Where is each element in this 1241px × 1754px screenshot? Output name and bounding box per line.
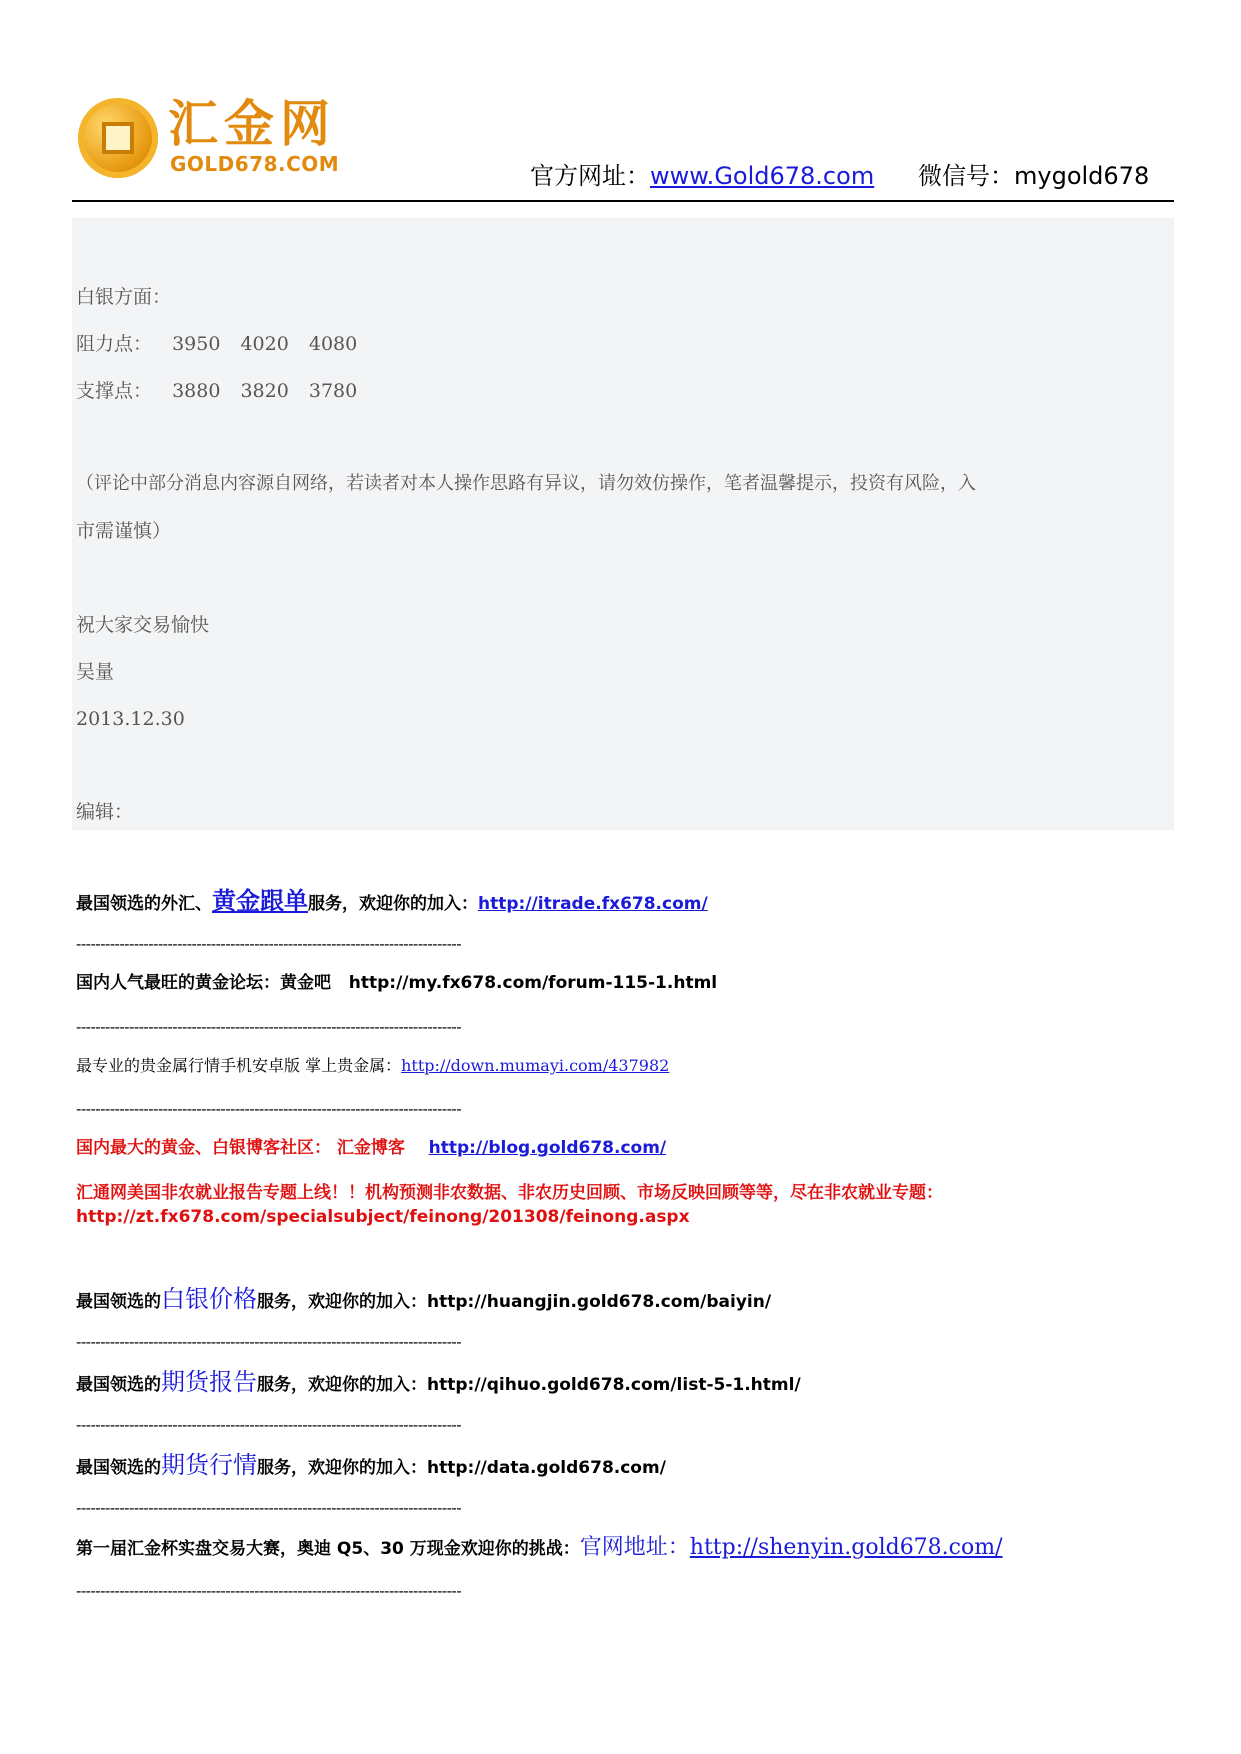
resistance-value: 3950 [172,333,221,355]
silver-heading: 白银方面： [76,286,172,308]
promo-nonfarm-line-1: 汇通网美国非农就业报告专题上线！！机构预测非农数据、非农历史回顾、市场反映回顾等等，尽在非农就业专题： [76,1183,943,1203]
dash-divider: -------------------------------------------------------------------------------- [76,1499,462,1517]
promo-trading-contest [76,1535,1003,1562]
coin-square-hole [102,122,134,154]
greeting: 祝大家交易愉快 [76,614,210,636]
promo-nonfarm-url[interactable]: http://zt.fx678.com/specialsubject/feinong/201308/feinong.aspx [76,1207,690,1227]
support-value: 3820 [240,380,289,402]
official-site-label: 官网地址： [579,1535,690,1560]
site-logo[interactable] [78,94,338,184]
dash-divider: -------------------------------------------------------------------------------- [76,935,462,953]
contest-url-link[interactable]: http://shenyin.gold678.com/ [689,1535,1003,1560]
wechat-id: 微信号：mygold678 [918,162,1150,190]
disclaimer-line-2: 市需谨慎） [76,520,172,542]
promo-forum [76,970,717,996]
dash-divider: -------------------------------------------------------------------------------- [76,1018,462,1036]
author: 吴量 [76,661,115,683]
promo-text: 国内人气最旺的黄金论坛：黄金吧 [76,973,331,993]
support-label: 支撑点： [76,380,153,402]
official-site [530,160,874,192]
logo-chinese-text: 汇金网 [168,94,336,153]
support-value: 3880 [172,380,221,402]
promo-gold-copy [76,888,708,917]
logo-english-text: GOLD678.COM [170,152,340,176]
dash-divider: -------------------------------------------------------------------------------- [76,1416,462,1434]
resistance-value: 4080 [308,333,358,355]
article-body-block [72,218,1174,830]
promo-futures-report [76,1369,801,1398]
promo-text: 最专业的贵金属行情手机安卓版 掌上贵金属： [76,1056,402,1075]
editor-label: 编辑： [76,801,134,823]
promo-text: 服务，欢迎你的加入：http://qihuo.gold678.com/list-5-1.html/ [257,1375,801,1395]
resistance-row [76,330,357,358]
resistance-value: 4020 [240,333,289,355]
header-divider [72,200,1174,202]
resistance-label: 阻力点： [76,333,153,355]
promo-text: 最国领选的 [76,1292,161,1312]
promo-futures-quotes [76,1452,666,1481]
promo-text: 第一届汇金杯实盘交易大赛，奥迪 Q5、30 万现金欢迎你的挑战： [76,1539,580,1559]
itrade-url-link[interactable]: http://itrade.fx678.com/ [478,894,708,914]
promo-text: 服务，欢迎你的加入：http://huangjin.gold678.com/baiyin/ [257,1292,772,1312]
promo-text: 最国领选的 [76,1458,161,1478]
promo-silver-price [76,1286,771,1315]
disclaimer-line-1: （评论中部分消息内容源自网络，若读者对本人操作思路有异议，请勿效仿操作，笔者温馨提示，投资有风险，入 [76,473,976,494]
dash-divider: -------------------------------------------------------------------------------- [76,1100,462,1118]
support-value: 3780 [308,380,358,402]
silver-price-link[interactable]: 白银价格 [161,1285,257,1313]
dash-divider: -------------------------------------------------------------------------------- [76,1333,462,1351]
support-row [76,377,357,405]
promo-text: 国内最大的黄金、白银博客社区： 汇金博客 [76,1138,405,1158]
futures-report-link[interactable]: 期货报告 [161,1368,257,1396]
futures-quotes-link[interactable]: 期货行情 [161,1451,257,1479]
site-label: 官方网址： [530,162,650,190]
promo-mobile-app [76,1053,669,1079]
promo-text: 最国领选的外汇、 [76,894,212,914]
app-download-link[interactable]: http://down.mumayi.com/437982 [401,1056,670,1075]
promo-blog [76,1135,666,1161]
date: 2013.12.30 [76,708,185,730]
forum-url-link[interactable]: http://my.fx678.com/forum-115-1.html [348,973,718,993]
promo-text: 服务，欢迎你的加入： [308,894,478,914]
gold-copy-link[interactable]: 黄金跟单 [212,887,308,915]
site-url-link[interactable]: www.Gold678.com [650,162,875,190]
blog-url-link[interactable]: http://blog.gold678.com/ [428,1138,667,1158]
dash-divider: -------------------------------------------------------------------------------- [76,1582,462,1600]
promo-text: 最国领选的 [76,1375,161,1395]
gold-coin-icon [78,98,158,178]
promo-text: 服务，欢迎你的加入：http://data.gold678.com/ [257,1458,666,1478]
